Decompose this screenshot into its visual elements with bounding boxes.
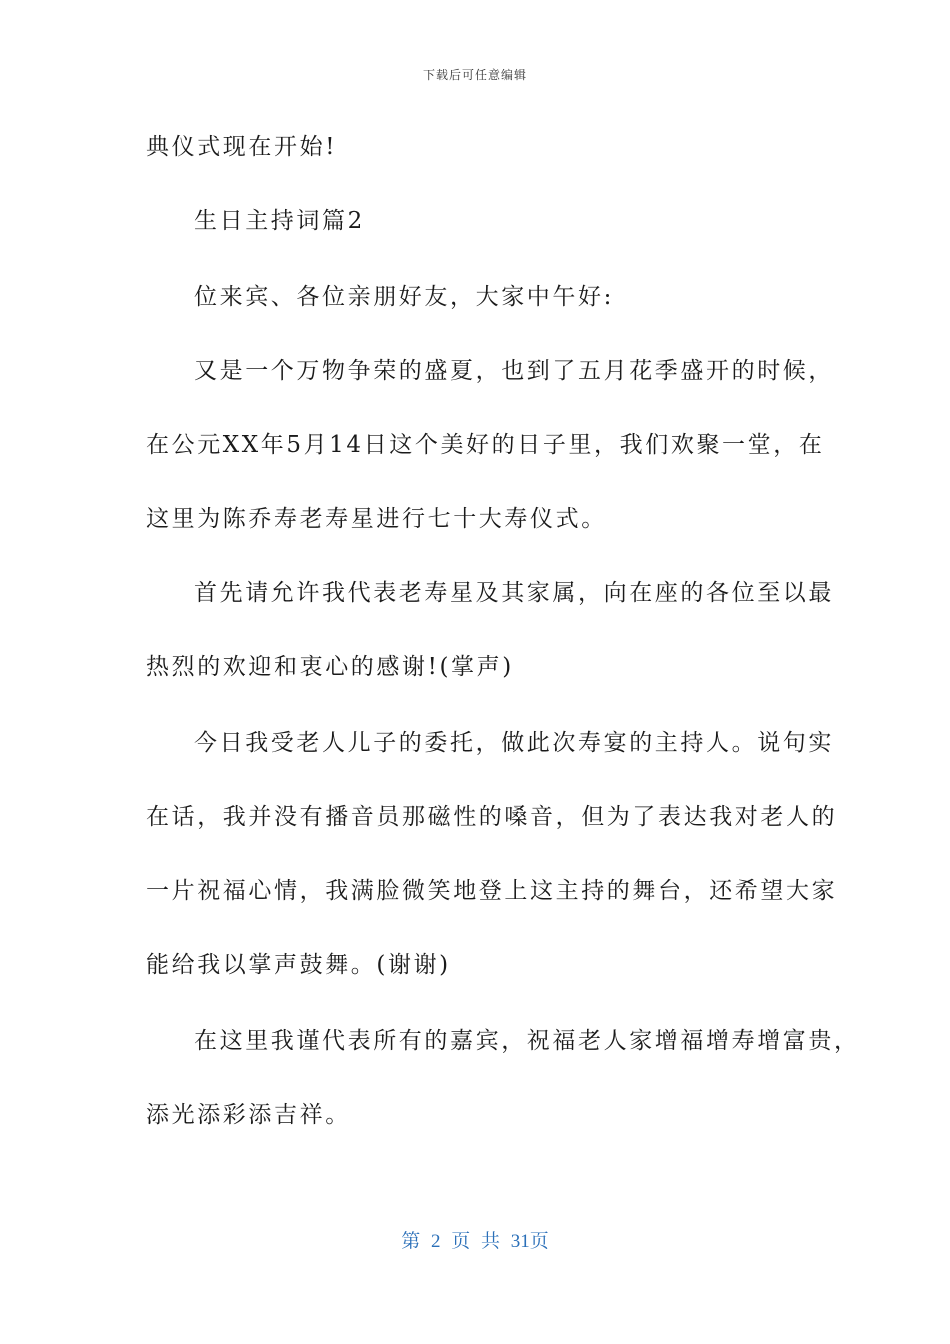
body-line: 在公元XX年5月14日这个美好的日子里，我们欢聚一堂，在 bbox=[146, 432, 825, 458]
body-line: 首先请允许我代表老寿星及其家属，向在座的各位至以最 bbox=[194, 580, 834, 606]
body-line: 一片祝福心情，我满脸微笑地登上这主持的舞台，还希望大家 bbox=[146, 878, 838, 904]
body-line: 能给我以掌声鼓舞。(谢谢) bbox=[146, 952, 451, 978]
body-line: 位来宾、各位亲朋好友，大家中午好: bbox=[194, 284, 614, 310]
body-line: 今日我受老人儿子的委托，做此次寿宴的主持人。说句实 bbox=[194, 730, 834, 756]
body-line: 典仪式现在开始! bbox=[146, 134, 338, 160]
body-line: 热烈的欢迎和衷心的感谢!(掌声) bbox=[146, 654, 514, 680]
page-header-note: 下载后可任意编辑 bbox=[422, 68, 527, 82]
section-heading: 生日主持词篇2 bbox=[194, 208, 365, 234]
body-line: 在话，我并没有播音员那磁性的嗓音，但为了表达我对老人的 bbox=[146, 804, 838, 830]
body-line: 这里为陈乔寿老寿星进行七十大寿仪式。 bbox=[146, 506, 607, 532]
body-line: 又是一个万物争荣的盛夏，也到了五月花季盛开的时候， bbox=[194, 358, 834, 384]
page-number-footer: 第 2 页 共 31页 bbox=[401, 1231, 549, 1252]
body-line: 在这里我谨代表所有的嘉宾，祝福老人家增福增寿增富贵， bbox=[194, 1028, 860, 1054]
body-line: 添光添彩添吉祥。 bbox=[146, 1102, 351, 1128]
